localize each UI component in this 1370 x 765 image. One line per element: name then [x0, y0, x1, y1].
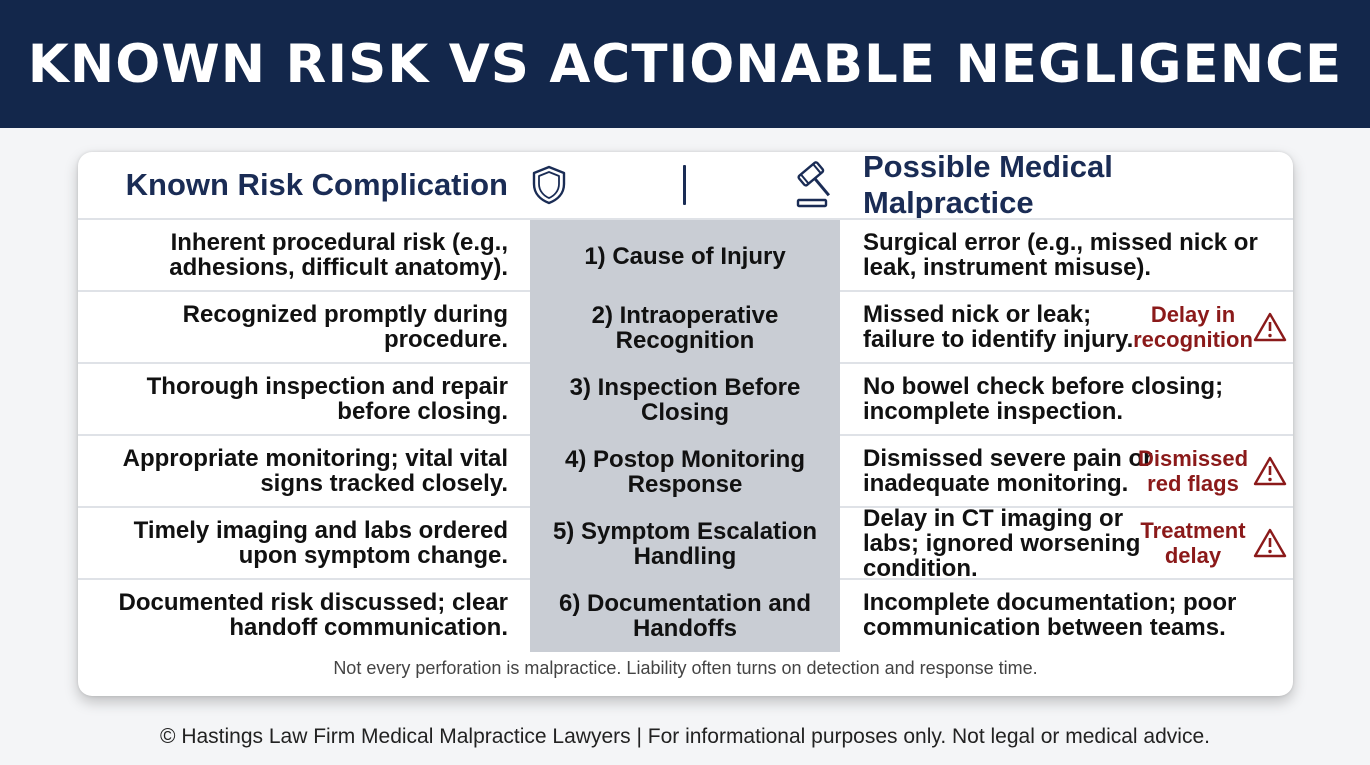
warning-icon — [1253, 456, 1287, 486]
table-row — [78, 364, 1293, 436]
criterion-cell: 6) Documentation and Handoffs — [530, 580, 840, 652]
criterion-cell: 4) Postop Monitoring Response — [530, 436, 840, 508]
warning-icon — [1253, 312, 1287, 342]
table-row — [78, 504, 1293, 582]
table-row — [78, 436, 1293, 508]
known-risk-cell: Timely imaging and labs ordered upon symptom change. — [133, 517, 508, 569]
known-risk-cell: Recognized promptly during procedure. — [182, 301, 508, 353]
malpractice-cell: Missed nick or leak; failure to identify injury. — [863, 301, 1134, 353]
malpractice-cell: Surgical error (e.g., missed nick or leak, instrument misuse). — [863, 229, 1258, 281]
known-risk-cell: Documented risk discussed; clear handoff communication. — [118, 589, 508, 641]
warning-flag-label: Treatment delay — [1140, 518, 1246, 568]
criterion-cell: 5) Symptom Escalation Handling — [530, 508, 840, 580]
table-body — [78, 218, 1293, 652]
criterion-cell: 2) Intraoperative Recognition — [530, 292, 840, 364]
known-risk-cell: Appropriate monitoring; vital vital signs tracked closely. — [122, 445, 508, 497]
title-banner — [0, 0, 1370, 128]
warning-icon — [1253, 528, 1287, 558]
warning-flag-label: Dismissed red flags — [1137, 446, 1249, 496]
malpractice-cell: No bowel check before closing; incomplete inspection. — [863, 373, 1224, 425]
warning-flag-label: Delay in recognition — [1133, 302, 1253, 352]
known-risk-cell: Inherent procedural risk (e.g., adhesions, difficult anatomy). — [169, 229, 508, 281]
column-header-malpractice: Possible Medical Malpractice — [863, 152, 1113, 220]
criterion-cell: 1) Cause of Injury — [530, 220, 840, 292]
column-header-known-risk: Known Risk Complication — [125, 167, 508, 202]
criterion-cell: 3) Inspection Before Closing — [530, 364, 840, 436]
comparison-table — [78, 152, 1293, 696]
malpractice-cell: Incomplete documentation; poor communication between teams. — [863, 589, 1237, 641]
shield-icon — [528, 164, 570, 206]
page-title: KNOWN RISK VS ACTIONABLE NEGLIGENCE — [27, 33, 1343, 95]
malpractice-cell: Delay in CT imaging or labs; ignored worsening condition. — [863, 504, 1141, 582]
malpractice-cell: Dismissed severe pain or inadequate monitoring. — [863, 445, 1153, 497]
table-row — [78, 580, 1293, 652]
header-divider — [683, 165, 686, 205]
table-row — [78, 292, 1293, 364]
table-row — [78, 220, 1293, 292]
footer-copyright: © Hastings Law Firm Medical Malpractice Lawyers | For informational purposes only. Not legal or medical advice. — [160, 725, 1210, 748]
disclaimer-note: Not every perforation is malpractice. Liability often turns on detection and response time. — [333, 658, 1038, 678]
known-risk-cell: Thorough inspection and repair before closing. — [146, 373, 508, 425]
gavel-icon — [794, 160, 846, 210]
